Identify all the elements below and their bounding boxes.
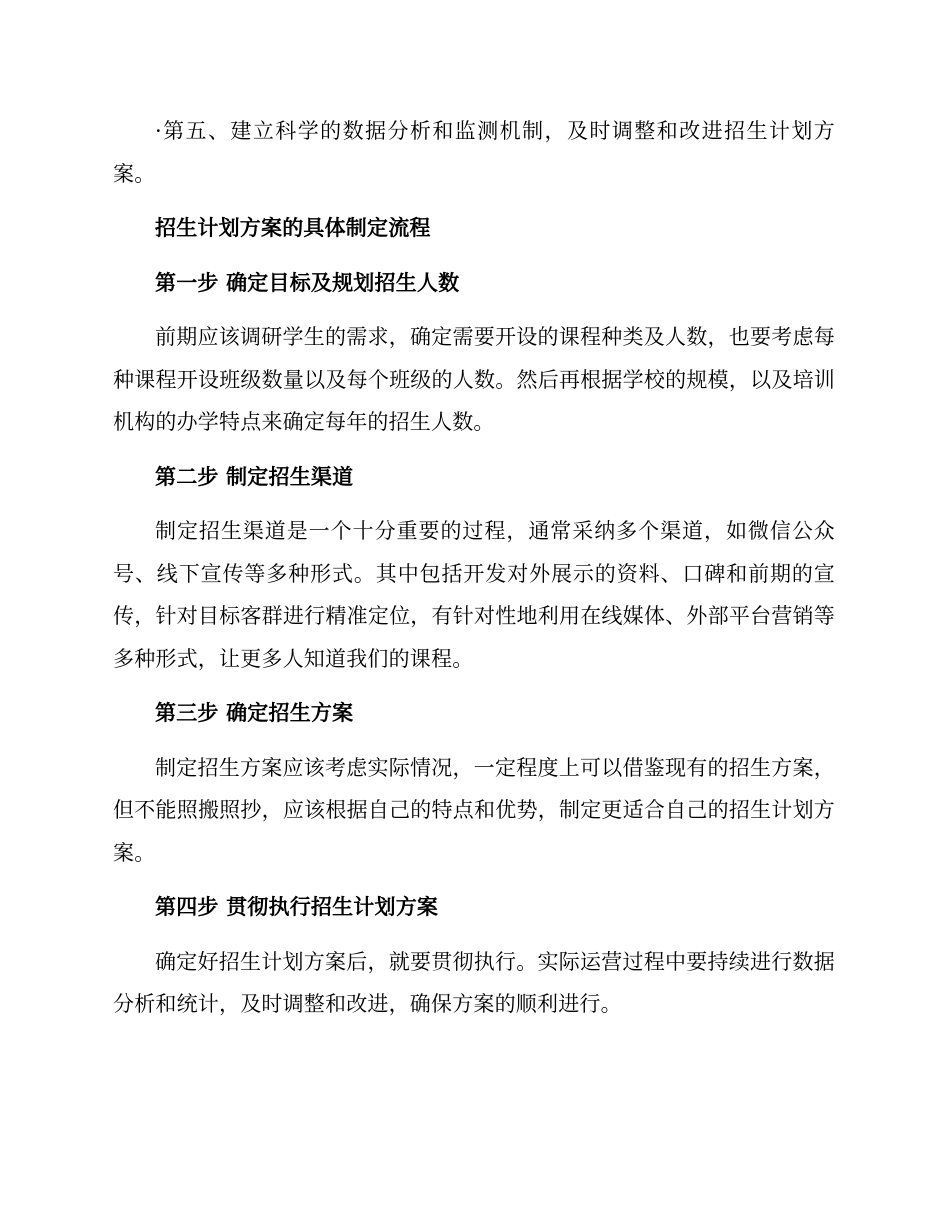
step-2-body: 制定招生渠道是一个十分重要的过程，通常采纳多个渠道，如微信公众号、线下宣传等多种形式。其中包括开发对外展示的资料、口碑和前期的宣传，针对目标客群进行精准定位，有针对性地利用在线媒体、外部平台营销等多种形式，让更多人知道我们的课程。: [113, 519, 835, 671]
step-2-heading: 第二步 制定招生渠道: [155, 463, 354, 489]
step-4-body: 确定好招生计划方案后，就要贯彻执行。实际运营过程中要持续进行数据分析和统计，及时调整和改进，确保方案的顺利进行。: [113, 949, 835, 1016]
step-1-body: 前期应该调研学生的需求，确定需要开设的课程种类及人数，也要考虑每种课程开设班级数量以及每个班级的人数。然后再根据学校的规模，以及培训机构的办学特点来确定每年的招生人数。: [113, 325, 835, 434]
step-3-body: 制定招生方案应该考虑实际情况，一定程度上可以借鉴现有的招生方案，但不能照搬照抄，应该根据自己的特点和优势，制定更适合自己的招生计划方案。: [113, 755, 835, 865]
step-3-heading: 第三步 确定招生方案: [155, 700, 354, 725]
document-page: [113, 110, 835, 1026]
intro-paragraph: ·第五、建立科学的数据分析和监测机制，及时调整和改进招生计划方案。: [113, 119, 835, 186]
section-title: 招生计划方案的具体制定流程: [155, 215, 431, 240]
step-4-heading: 第四步 贯彻执行招生计划方案: [155, 894, 439, 919]
step-1-heading: 第一步 确定目标及规划招生人数: [155, 269, 460, 295]
